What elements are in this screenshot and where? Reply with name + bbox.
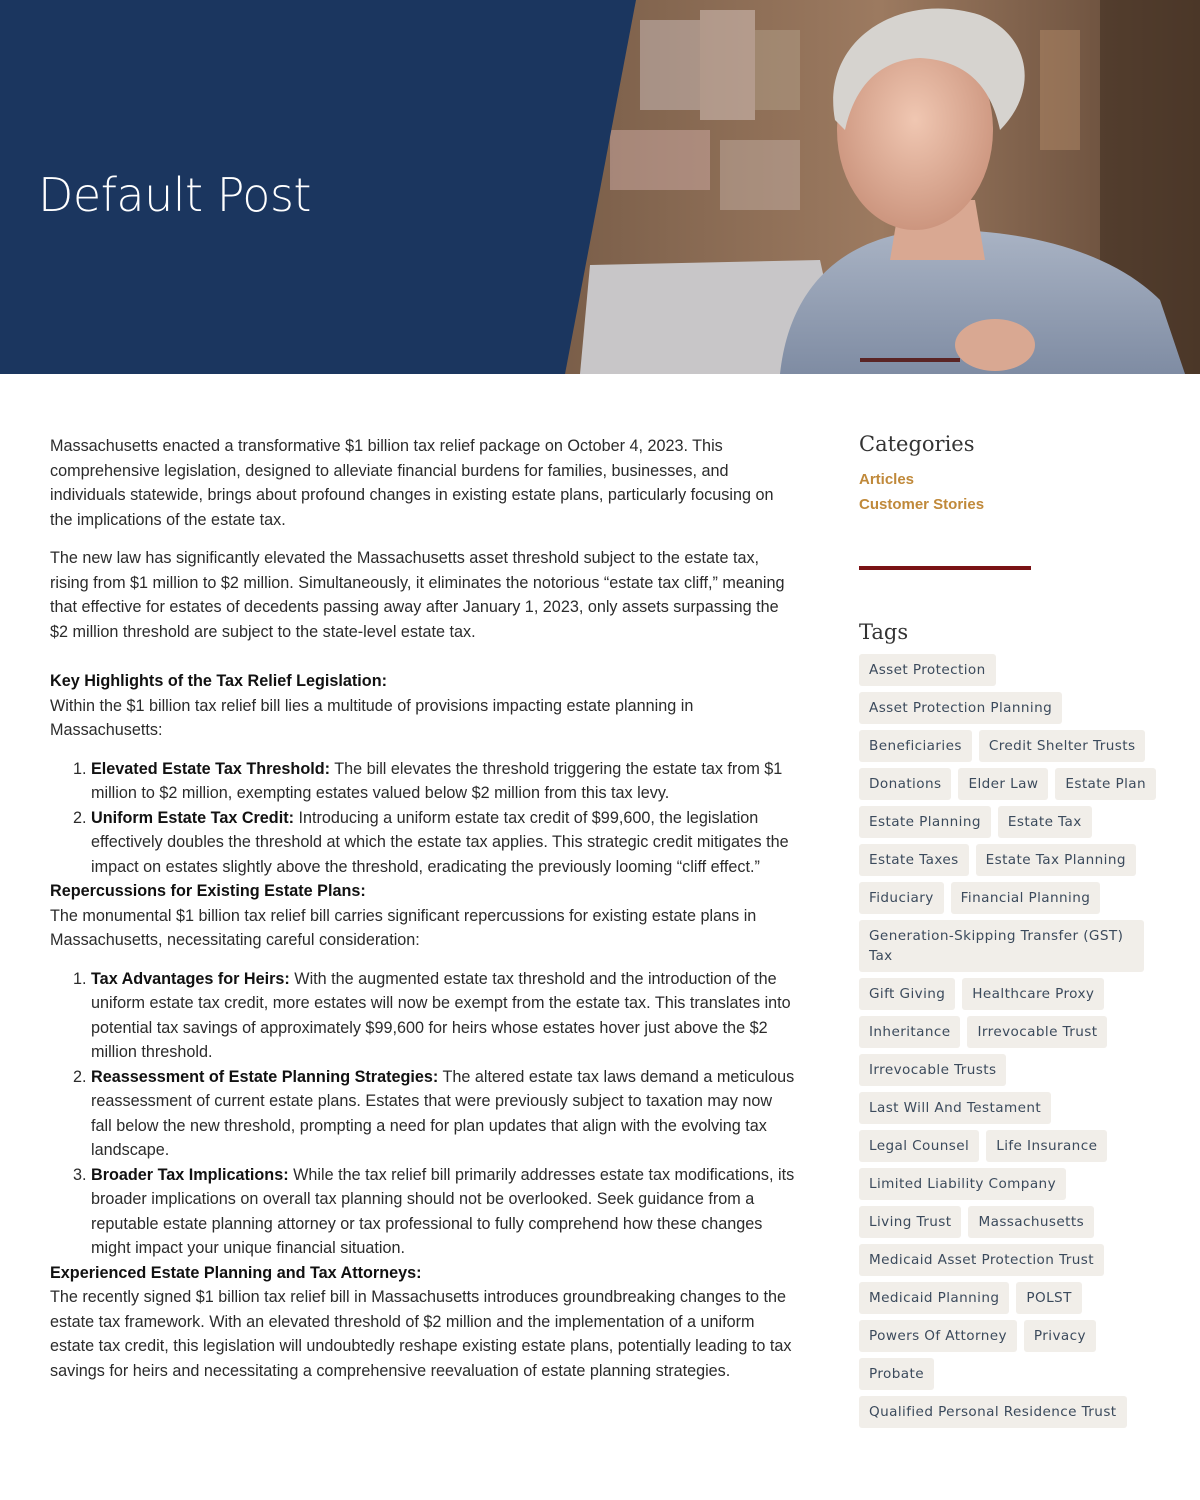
section-attorneys <box>50 1261 795 1384</box>
tag[interactable]: Asset Protection Planning <box>859 692 1062 724</box>
list-item <box>91 806 795 880</box>
categories-heading: Categories <box>859 432 975 456</box>
section-heading: Experienced Estate Planning and Tax Attorneys: <box>50 1263 422 1282</box>
tag[interactable]: Irrevocable Trusts <box>859 1054 1006 1086</box>
tag[interactable]: Gift Giving <box>859 978 955 1010</box>
page-title: Default Post <box>38 168 311 222</box>
section-lead: The recently signed $1 billion tax relief bill in Massachusetts introduces groundbreaking changes to the estate tax framework. With an elevated threshold of $2 million and the implementation of a uniform estate tax credit, this legislation will undoubtedly reshape existing estate plans, potentially leading to tax savings for heirs and necessitating a comprehensive reevaluation of estate planning strategies. <box>50 1288 792 1380</box>
tag[interactable]: Last Will And Testament <box>859 1092 1051 1124</box>
list-item-title: Elevated Estate Tax Threshold: <box>91 759 330 778</box>
list-item-title: Tax Advantages for Heirs: <box>91 969 290 988</box>
list-item-text: The altered estate tax laws demand a meticulous reassessment of current estate plans. Estates that were previously subject to taxation may now fall below the new threshold, prompting a need for plan updates that align with the evolving tax landscape. <box>91 1067 795 1159</box>
list-item <box>91 1163 795 1261</box>
list-item-text: With the augmented estate tax threshold and the introduction of the uniform estate tax credit, more estates will now be exempt from the estate tax. This translates into potential tax savings of approximately $99,600 for heirs whose estates hover just above the $2 million threshold. <box>91 969 791 1061</box>
tag[interactable]: Beneficiaries <box>859 730 972 762</box>
tag[interactable]: Living Trust <box>859 1206 961 1238</box>
tag[interactable]: Privacy <box>1024 1320 1096 1352</box>
list-item <box>91 967 795 1065</box>
list-item-text: Introducing a uniform estate tax credit of $99,600, the legislation effectively doubles the threshold at which the estate tax applies. This strategic credit mitigates the impact on estates slightly above the threshold, eradicating the previously looming “cliff effect.” <box>91 808 789 876</box>
section-heading: Key Highlights of the Tax Relief Legislation: <box>50 672 387 690</box>
tag[interactable]: Credit Shelter Trusts <box>979 730 1146 762</box>
section-key-highlights <box>50 669 795 879</box>
tag[interactable]: Irrevocable Trust <box>967 1016 1107 1048</box>
tag[interactable]: Estate Planning <box>859 806 991 838</box>
tag[interactable]: Donations <box>859 768 951 800</box>
sidebar <box>859 432 1159 1428</box>
list-item-title: Reassessment of Estate Planning Strategies: <box>91 1067 439 1086</box>
tags-heading: Tags <box>859 620 909 644</box>
tag[interactable]: POLST <box>1016 1282 1081 1314</box>
section-heading: Repercussions for Existing Estate Plans: <box>50 882 366 900</box>
section-repercussions <box>50 879 795 1261</box>
tag[interactable]: Powers Of Attorney <box>859 1320 1017 1352</box>
category-link-customer-stories[interactable]: Customer Stories <box>859 495 985 513</box>
tag-cloud <box>859 654 1159 1428</box>
list-item-text: While the tax relief bill primarily addresses estate tax modifications, its broader implications on overall tax planning should not be overlooked. Seek guidance from a reputable estate planning attorney or tax professional to fully comprehend how these changes might impact your unique financial situation. <box>91 1165 795 1257</box>
highlights-list <box>50 757 795 880</box>
tag[interactable]: Limited Liability Company <box>859 1168 1066 1200</box>
section-lead: The monumental $1 billion tax relief bill carries significant repercussions for existing estate plans in Massachusetts, necessitating careful consideration: <box>50 906 757 949</box>
repercussions-list <box>50 967 795 1261</box>
list-item <box>91 757 795 806</box>
tag[interactable]: Inheritance <box>859 1016 960 1048</box>
tag[interactable]: Medicaid Asset Protection Trust <box>859 1244 1104 1276</box>
tag[interactable]: Probate <box>859 1358 934 1390</box>
tag[interactable]: Estate Plan <box>1055 768 1156 800</box>
tag[interactable]: Life Insurance <box>986 1130 1107 1162</box>
tag[interactable]: Massachusetts <box>968 1206 1094 1238</box>
sidebar-divider <box>859 566 1031 570</box>
tag[interactable]: Healthcare Proxy <box>962 978 1104 1010</box>
list-item-text: The bill elevates the threshold triggering the estate tax from $1 million to $2 million, exempting estates valued below $2 million from this tax levy. <box>91 759 783 802</box>
list-item-title: Uniform Estate Tax Credit: <box>91 808 294 827</box>
tag[interactable]: Estate Taxes <box>859 844 969 876</box>
article-body <box>50 434 795 1383</box>
tag[interactable]: Financial Planning <box>951 882 1101 914</box>
tag[interactable]: Qualified Personal Residence Trust <box>859 1396 1127 1428</box>
tag[interactable]: Asset Protection <box>859 654 996 686</box>
tag[interactable]: Estate Tax <box>998 806 1092 838</box>
tag[interactable]: Estate Tax Planning <box>976 844 1136 876</box>
intro-paragraph-2: The new law has significantly elevated the Massachusetts asset threshold subject to the estate tax, rising from $1 million to $2 million. Simultaneously, it eliminates the notorious “estate tax cliff,” meaning that effective for estates of decedents passing away after January 1, 2023, only assets surpassing the $2 million threshold are subject to the state-level estate tax. <box>50 549 785 641</box>
categories-list <box>859 468 1159 517</box>
list-item <box>91 1065 795 1163</box>
tag[interactable]: Elder Law <box>958 768 1048 800</box>
category-link-articles[interactable]: Articles <box>859 471 915 488</box>
intro-paragraph-1: Massachusetts enacted a transformative $1 billion tax relief package on October 4, 2023. This comprehensive legislation, designed to alleviate financial burdens for families, businesses, and individuals statewide, brings about profound changes in existing estate plans, particularly focusing on the implications of the estate tax. <box>50 437 774 529</box>
hero-banner <box>0 0 1200 374</box>
section-lead: Within the $1 billion tax relief bill lies a multitude of provisions impacting estate planning in Massachusetts: <box>50 696 694 739</box>
tag[interactable]: Generation-Skipping Transfer (GST) Tax <box>859 920 1144 972</box>
list-item-title: Broader Tax Implications: <box>91 1165 289 1184</box>
tag[interactable]: Medicaid Planning <box>859 1282 1009 1314</box>
tag[interactable]: Fiduciary <box>859 882 944 914</box>
tag[interactable]: Legal Counsel <box>859 1130 979 1162</box>
